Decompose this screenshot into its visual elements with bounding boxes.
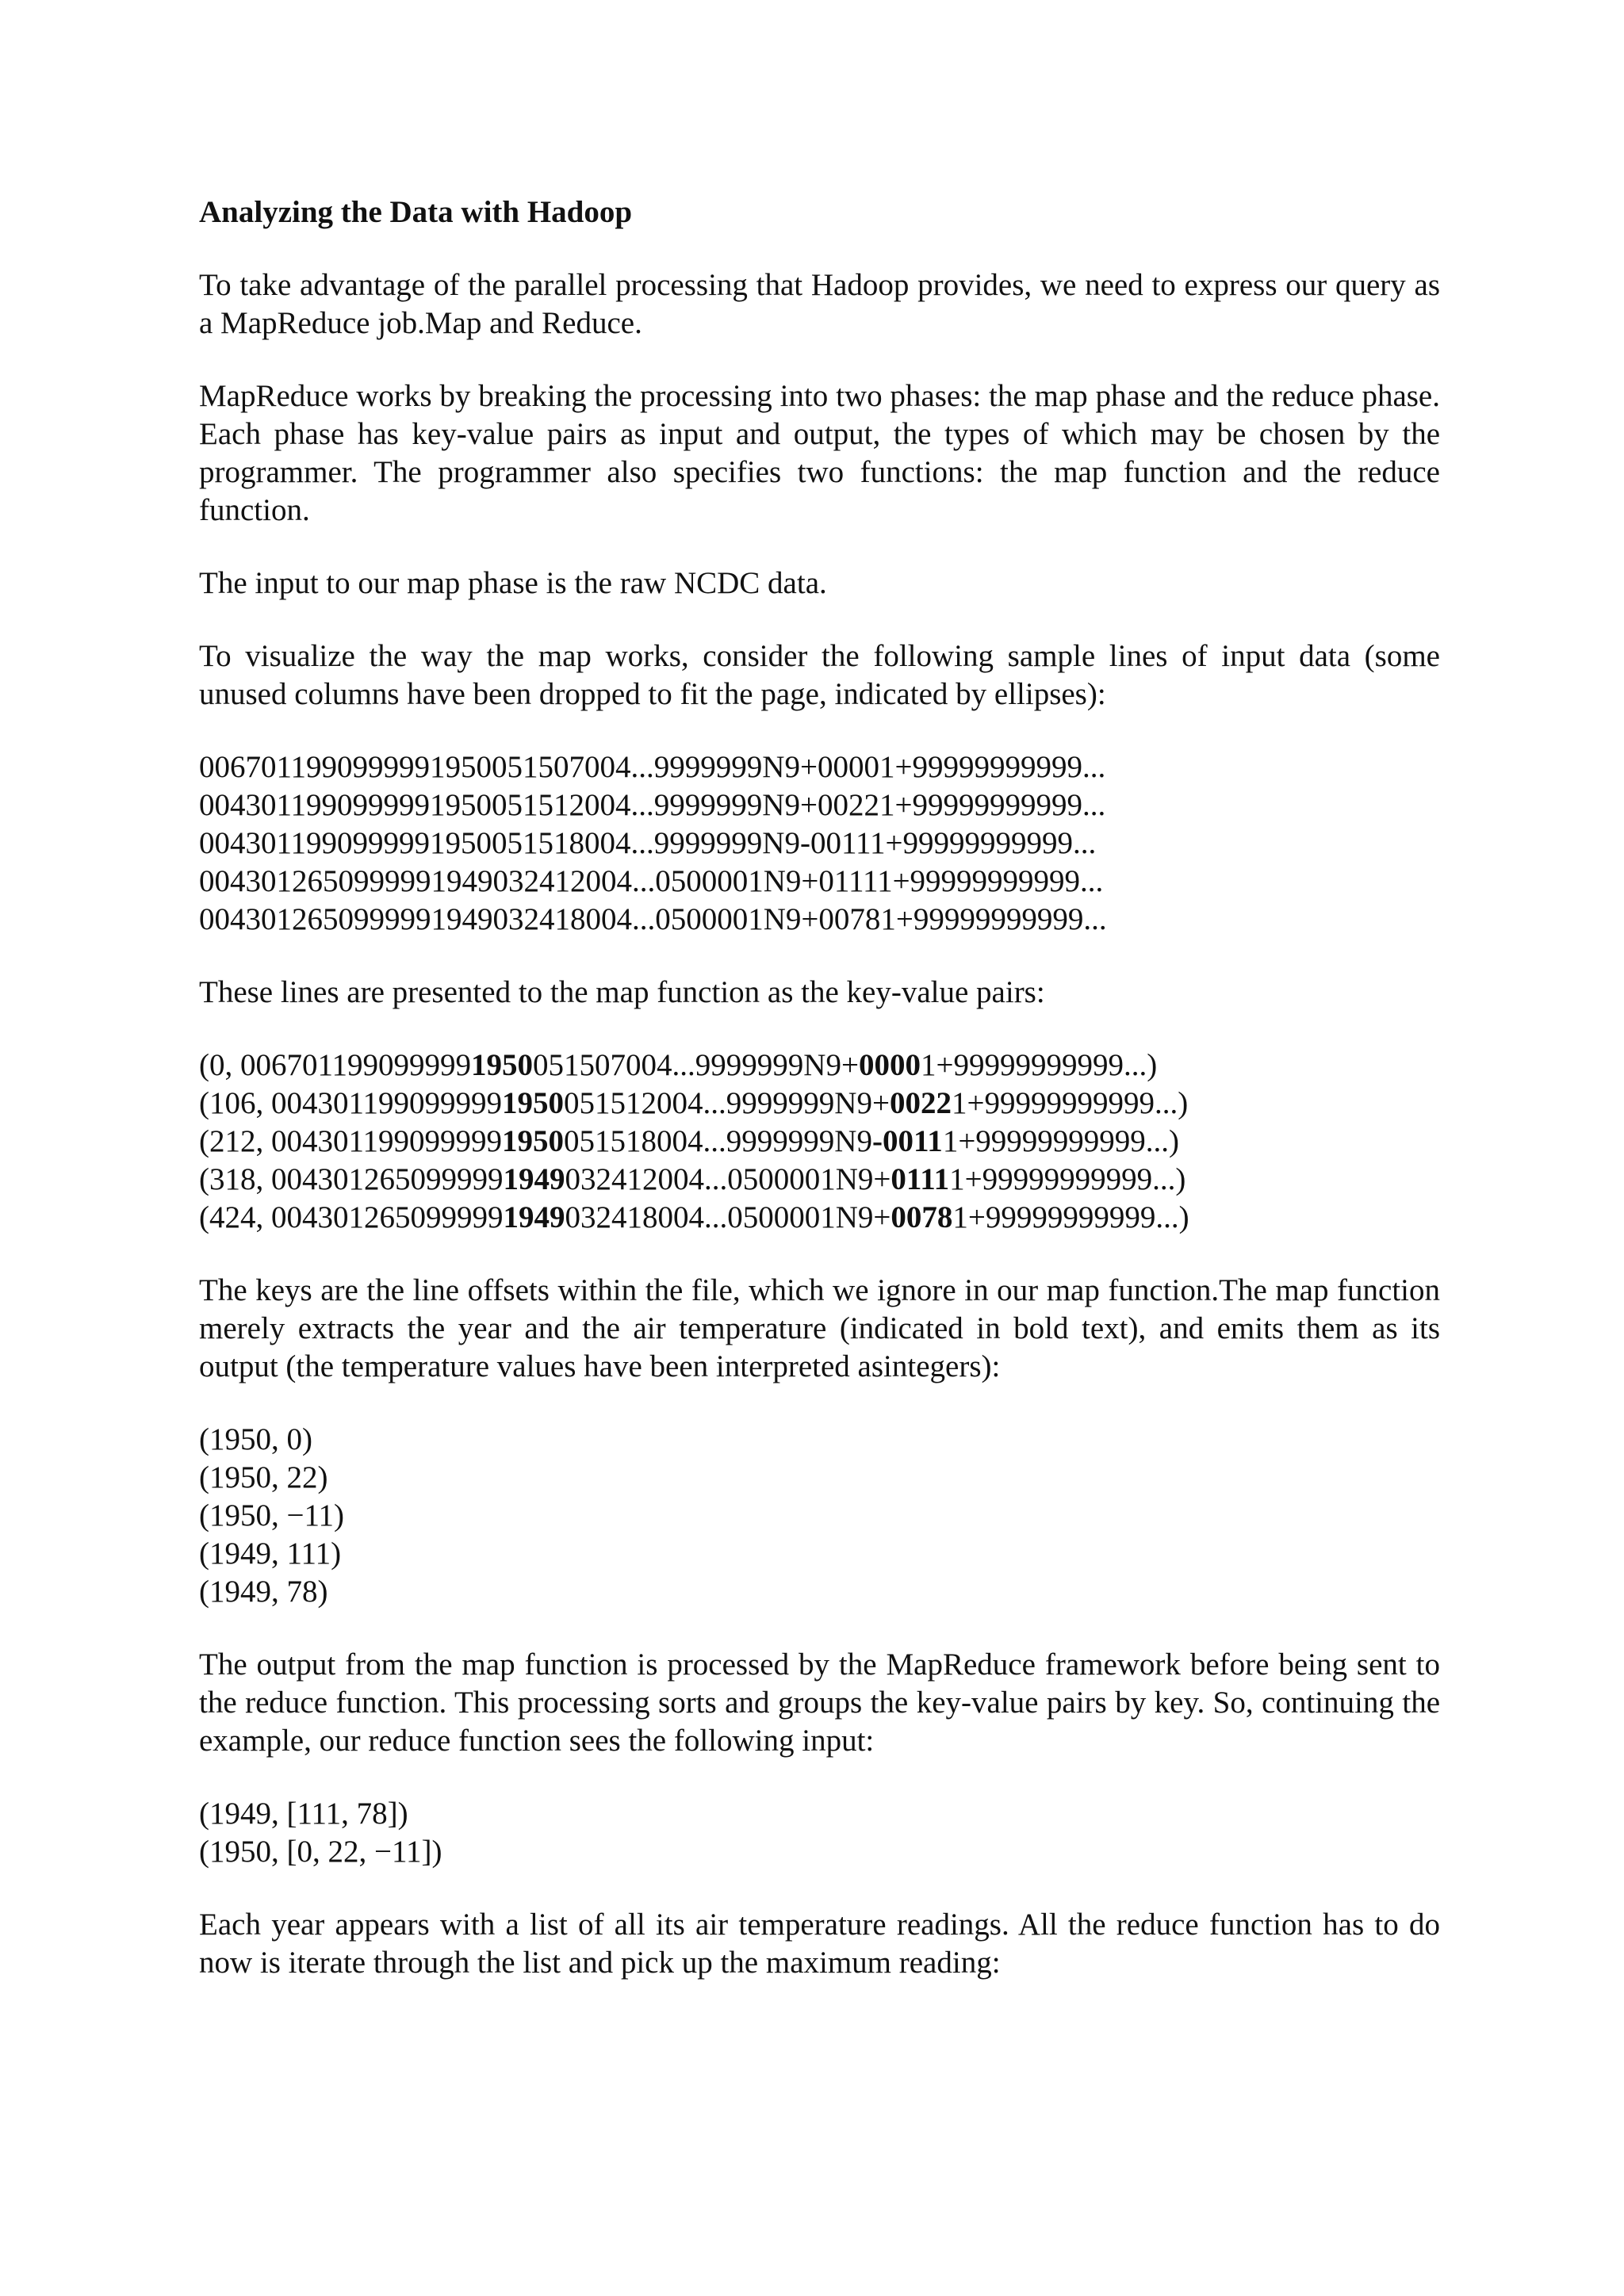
- kv-middle: 032412004...0500001N9+: [565, 1162, 891, 1196]
- kv-temperature: 0111: [891, 1162, 950, 1196]
- kv-middle: 051518004...9999999N9: [564, 1124, 872, 1158]
- kv-temperature: -0011: [871, 1124, 943, 1158]
- raw-line: 0043012650999991949032412004...0500001N9+01111+99999999999...: [199, 864, 1104, 898]
- kv-middle: 051507004...9999999N9+: [533, 1048, 859, 1082]
- kv-prefix: (318, 004301265099999: [199, 1162, 504, 1196]
- kv-suffix: 1+99999999999...): [949, 1162, 1186, 1196]
- map-output-line: (1950, 22): [199, 1460, 328, 1494]
- kv-prefix: (106, 004301199099999: [199, 1086, 503, 1120]
- kv-line: [199, 1161, 1440, 1199]
- kv-temperature: 0000: [858, 1048, 921, 1082]
- kv-middle: 051512004...9999999N9+: [564, 1086, 890, 1120]
- kv-year: 1949: [503, 1200, 565, 1234]
- kv-line: [199, 1199, 1440, 1237]
- kv-suffix: 1+99999999999...): [952, 1200, 1189, 1234]
- kv-middle: 032418004...0500001N9+: [565, 1200, 891, 1234]
- kv-prefix: (424, 004301265099999: [199, 1200, 504, 1234]
- raw-line: 0067011990999991950051507004...9999999N9+00001+99999999999...: [199, 750, 1106, 784]
- paragraph-mapreduce-phases: MapReduce works by breaking the processing into two phases: the map phase and the reduce phase. Each phase has key-value pairs as input and output, the types of which may be chosen by the programmer. The programmer also specifies two functions: the map function and the reduce function.: [199, 379, 1440, 527]
- paragraph-reduce: Each year appears with a list of all its air temperature readings. All the reduce function has to do now is iterate through the list and pick up the maximum reading:: [199, 1908, 1440, 1980]
- reduce-input-line: (1949, [111, 78]): [199, 1797, 408, 1831]
- kv-suffix: 1+99999999999...): [951, 1086, 1189, 1120]
- paragraph-intro: To take advantage of the parallel processing that Hadoop provides, we need to express our query as a MapReduce job.Map and Reduce.: [199, 268, 1440, 340]
- kv-prefix: (0, 006701199099999: [199, 1048, 472, 1082]
- map-output-line: (1949, 78): [199, 1575, 328, 1609]
- paragraph-shuffle: The output from the map function is processed by the MapReduce framework before being sent to the reduce function. This processing sorts and groups the key-value pairs by key. So, continuing the example, our reduce function sees the following input:: [199, 1647, 1440, 1758]
- kv-line: [199, 1123, 1440, 1161]
- paragraph-input: The input to our map phase is the raw NCDC data.: [199, 566, 827, 600]
- key-value-lines: [199, 1047, 1440, 1237]
- reduce-input-line: (1950, [0, 22, −11]): [199, 1835, 442, 1869]
- kv-year: 1950: [502, 1086, 565, 1120]
- raw-input-lines: [199, 748, 1440, 939]
- raw-line: 0043012650999991949032418004...0500001N9+00781+99999999999...: [199, 902, 1107, 936]
- reduce-input-lines: [199, 1795, 1440, 1871]
- kv-year: 1950: [502, 1124, 565, 1158]
- map-output-line: (1950, −11): [199, 1498, 345, 1533]
- document-title: Analyzing the Data with Hadoop: [199, 195, 633, 229]
- kv-suffix: 1+99999999999...): [942, 1124, 1180, 1158]
- kv-line: [199, 1047, 1440, 1085]
- kv-prefix: (212, 004301199099999: [199, 1124, 503, 1158]
- kv-year: 1950: [471, 1048, 534, 1082]
- map-output-lines: [199, 1421, 1440, 1611]
- paragraph-visualize: To visualize the way the map works, consider the following sample lines of input data (some unused columns have been dropped to fit the page, indicated by ellipses):: [199, 639, 1440, 711]
- paragraph-map-function: The keys are the line offsets within the file, which we ignore in our map function.The map function merely extracts the year and the air temperature (indicated in bold text), and emits them as its output (the temperature values have been interpreted asintegers):: [199, 1273, 1440, 1383]
- raw-line: 0043011990999991950051512004...9999999N9+00221+99999999999...: [199, 788, 1106, 822]
- kv-temperature: 0022: [889, 1086, 952, 1120]
- raw-line: 0043011990999991950051518004...9999999N9-00111+99999999999...: [199, 826, 1097, 860]
- map-output-line: (1950, 0): [199, 1422, 312, 1456]
- document-page: [199, 193, 1440, 2017]
- map-output-line: (1949, 111): [199, 1536, 342, 1571]
- kv-year: 1949: [503, 1162, 565, 1196]
- kv-line: [199, 1085, 1440, 1123]
- paragraph-key-value: These lines are presented to the map function as the key-value pairs:: [199, 975, 1045, 1009]
- kv-temperature: 0078: [891, 1200, 953, 1234]
- kv-suffix: 1+99999999999...): [920, 1048, 1158, 1082]
